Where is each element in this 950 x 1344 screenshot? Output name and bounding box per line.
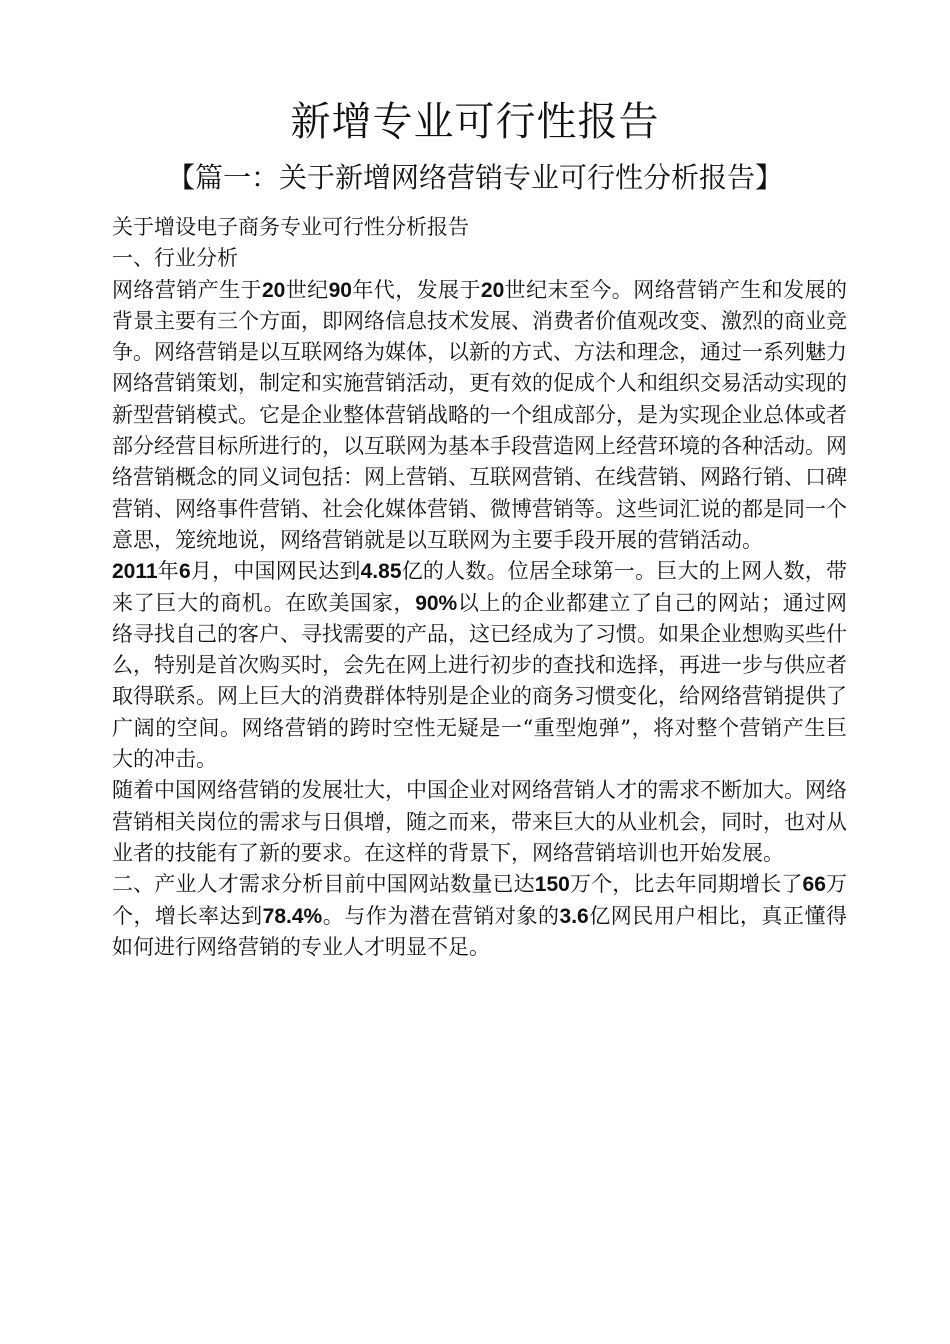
document-subtitle: 【篇一：关于新增网络营销专业可行性分析报告】 [166, 161, 783, 194]
numeric-value: 20 [261, 278, 286, 302]
text-run: 一、行业分析 [112, 246, 238, 271]
numeric-value: 6 [179, 560, 191, 584]
document-body [112, 212, 847, 963]
numeric-value: 3.6 [559, 904, 589, 928]
text-run: 关于增设电子商务专业可行性分析报告 [112, 215, 469, 239]
text-run: 世纪 [285, 277, 329, 302]
body-paragraph [112, 556, 847, 775]
text-run: 网络营销产生于 [112, 277, 262, 302]
numeric-value: 78.4% [262, 904, 323, 928]
numeric-value: 4.85 [360, 560, 402, 584]
document-title: 新增专业可行性报告 [290, 99, 660, 145]
text-run: 二、产业人才需求分析目前中国网站数量已达 [112, 872, 535, 897]
text-run: 亿的人数。位居全球第一。巨大的上网人数，带来了巨大的商机。在欧美国家， [112, 559, 848, 615]
body-paragraph [112, 775, 847, 869]
text-run: 。与作为潜在营销对象的 [322, 903, 560, 928]
text-run: 月，中国网民达到 [190, 559, 361, 584]
numeric-value: 90% [415, 591, 458, 615]
numeric-value: 2011 [112, 560, 158, 584]
body-paragraph [112, 243, 847, 274]
text-run: 万个，增长率达到 [112, 872, 848, 928]
text-run: 亿网民用户相比，真正懂得如何进行网络营销的专业人才明显不足。 [112, 903, 848, 959]
text-run: 万个，比去年同期增长了 [569, 872, 803, 897]
body-paragraph [112, 869, 847, 963]
text-run: 年代，发展于 [351, 277, 481, 302]
numeric-value: 66 [802, 873, 826, 897]
text-run: 随着中国网络营销的发展壮大，中国企业对网络营销人才的需求不断加大。网络营销相关岗位的需求与日俱增，随之而来，带来巨大的从业机会，同时，也对从业者的技能有了新的要求。在这样的背景下，网络营销培训也开始发展。 [112, 778, 847, 865]
text-run: 以上的企业都建立了自己的网站；通过网络寻找自己的客户、寻找需要的产品，这已经成为了习惯。如果企业想购买些什么，特别是首次购买时，会先在网上进行初步的查找和选择，再进一步与供应者取得联系。网上巨大的消费群体特别是企业的商务习惯变化，给网络营销提供了广阔的空间。网络营销的跨时空性无疑是一“重型炮弹”，将对整个营销产生巨大的冲击。 [112, 590, 848, 772]
text-run: 年 [157, 559, 179, 584]
numeric-value: 90 [328, 278, 352, 302]
body-paragraph [112, 275, 847, 557]
numeric-value: 150 [534, 873, 570, 897]
text-run: 世纪末至今。网络营销产生和发展的背景主要有三个方面，即网络信息技术发展、消费者价值观改变、激烈的商业竞争。网络营销是以互联网络为媒体，以新的方式、方法和理念，通过一系列魅力网络营销策划，制定和实施营销活动，更有效的促成个人和组织交易活动实现的新型营销模式。它是企业整体营销战略的一个组成部分，是为实现企业总体或者部分经营目标所进行的，以互联网为基本手段营造网上经营环境的各种活动。网络营销概念的同义词包括：网上营销、互联网营销、在线营销、网路行销、口碑营销、网络事件营销、社会化媒体营销、微博营销等。这些词汇说的都是同一个意思，笼统地说，网络营销就是以互联网为主要手段开展的营销活动。 [112, 277, 847, 552]
body-paragraph [112, 212, 847, 243]
numeric-value: 20 [480, 278, 505, 302]
